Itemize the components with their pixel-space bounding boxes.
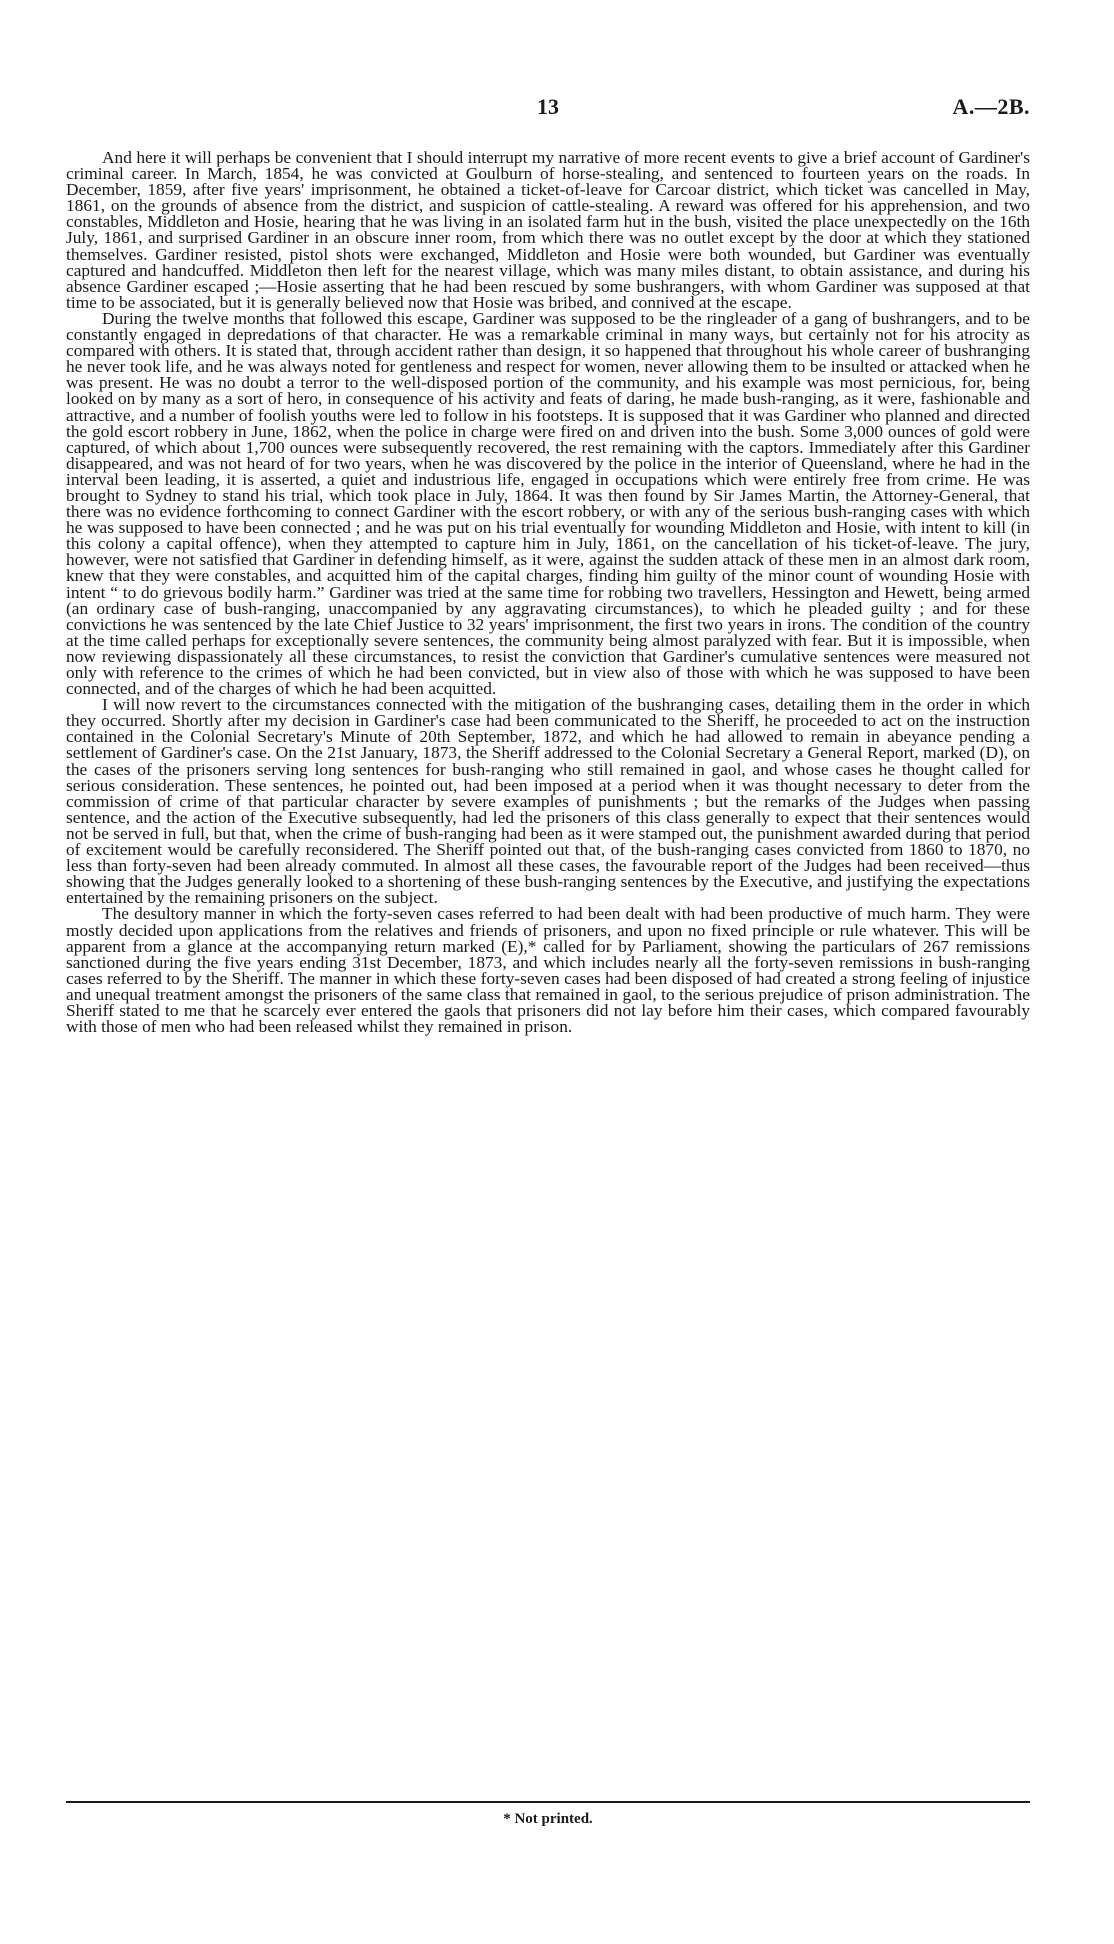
paragraph: I will now revert to the circumstances connected with the mitigation of the bushranging cases, detailing them in the order in which they occurred. Shortly after my decision in Gardiner's case had been communicated to the Sheriff, he proceeded to act on the instruction contained in the Colonial Secretary's Minute of 20th September, 1872, and which he had allowed to remain in abeyance pending a settlement of Gardiner's case. On the 21st January, 1873, the Sheriff addressed to the Colonial Secretary a General Report, marked (D), on the cases of the prisoners serving long sentences for bush-ranging who still remained in gaol, and whose cases he thought called for serious consideration. These sentences, he pointed out, had been imposed at a period when it was thought necessary to deter from the commission of crime of that particular character by severe examples of punishments ; but the remarks of the Judges when passing sentence, and the action of the Executive subsequently, had led the prisoners of this class generally to expect that their sentences would not be served in full, but that, when the crime of bush-ranging had been as it were stamped out, the punishment awarded during that period of excitement would be carefully reconsidered. The Sheriff pointed out that, of the bush-ranging cases convicted from 1860 to 1870, no less than forty-seven had been already commuted. In almost all these cases, the favourable report of the Judges had been received—thus showing that the Judges generally looked to a shortening of these bush-ranging sentences by the Executive, and justifying the expectations entertained by the remaining prisoners on the subject. [66,695,1030,908]
footnote-divider [66,1801,1030,1803]
paragraph: During the twelve months that followed this escape, Gardiner was supposed to be the ringleader of a gang of bushrangers, and to be constantly engaged in depredations of that character. He was a remarkable criminal in many ways, but certainly not for his atrocity as compared with others. It is stated that, through accident rather than design, it so happened that throughout his whole career of bushranging he never took life, and he was always noted for gentleness and respect for women, never allowing them to be insulted or attacked when he was present. He was no doubt a terror to the well-disposed portion of the community, and his example was most pernicious, for, being looked on by many as a sort of hero, in consequence of his activity and feats of daring, he made bush-ranging, as it were, fashionable and attractive, and a number of foolish youths were led to follow in his footsteps. It is supposed that it was Gardiner who planned and directed the gold escort robbery in June, 1862, when the police in charge were fired on and driven into the bush. Some 3,000 ounces of gold were captured, of which about 1,700 ounces were subsequently recovered, the rest remaining with the captors. Immediately after this Gardiner disappeared, and was not heard of for two years, when he was discovered by the police in the interior of Queensland, where he had in the interval been leading, it is asserted, a quiet and industrious life, engaged in occupations which were entirely free from crime. He was brought to Sydney to stand his trial, which took place in July, 1864. It was then found by Sir James Martin, the Attorney-General, that there was no evidence forthcoming to connect Gardiner with the escort robbery, or with any of the serious bush-ranging cases with which he was supposed to have been connected ; and he was put on his trial eventually for wounding Middleton and Hosie, with intent to kill (in this colony a capital offence), when they attempted to capture him in July, 1861, on the cancellation of his ticket-of-leave. The jury, however, were not satisfied that Gardiner in defending himself, as it were, against the sudden attack of these men in an almost dark room, knew that they were constables, and acquitted him of the capital charges, finding him guilty of the minor count of wounding Hosie with intent “ to do grievous bodily harm.” Gardiner was tried at the same time for robbing two travellers, Hessington and Hewett, being armed (an ordinary case of bush-ranging, unaccompanied by any aggravating circumstances), to which he pleaded guilty ; and for these convictions he was sentenced by the late Chief Justice to 32 years' imprisonment, the first two years in irons. The condition of the country at the time called perhaps for exceptionally severe sentences, the community being almost paralyzed with fear. But it is impossible, when now reviewing dispassionately all these circumstances, to resist the conviction that Gardiner's cumulative sentences were measured not only with reference to the crimes of which he had been convicted, but in view also of those with which he was supposed to have been connected, and of the charges of which he had been acquitted. [66,308,1030,699]
page-header [66,94,1030,124]
body-text [66,150,1030,1035]
page-number: 13 [537,94,559,119]
document-reference: A.—2B. [952,94,1030,119]
paragraph: And here it will perhaps be convenient that I should interrupt my narrative of more recent events to give a brief account of Gardiner's criminal career. In March, 1854, he was convicted at Goulburn of horse-stealing, and sentenced to fourteen years on the roads. In December, 1859, after five years' imprisonment, he obtained a ticket-of-leave for Carcoar district, which ticket was cancelled in May, 1861, on the grounds of absence from the district, and suspicion of cattle-stealing. A reward was offered for his apprehension, and two constables, Middleton and Hosie, hearing that he was living in an isolated farm hut in the bush, visited the place unexpectedly on the 16th July, 1861, and surprised Gardiner in an obscure inner room, from which there was no outlet except by the door at which they stationed themselves. Gardiner resisted, pistol shots were exchanged, Middleton and Hosie were both wounded, but Gardiner was eventually captured and handcuffed. Middleton then left for the nearest village, which was many miles distant, to obtain assistance, and during his absence Gardiner escaped ;—Hosie asserting that he had been rescued by some bushrangers, with whom Gardiner was supposed at that time to be associated, but it is generally believed now that Hosie was bribed, and connived at the escape. [66,148,1030,312]
footnote: * Not printed. [503,1811,593,1827]
paragraph: The desultory manner in which the forty-seven cases referred to had been dealt with had been productive of much harm. They were mostly decided upon applications from the relatives and friends of prisoners, and upon no fixed principle or rule whatever. This will be apparent from a glance at the accompanying return marked (E),* called for by Parliament, showing the particulars of 267 remissions sanctioned during the five years ending 31st December, 1873, and which includes nearly all the forty-seven remissions in bush-ranging cases referred to by the Sheriff. The manner in which these forty-seven cases had been disposed of had created a strong feeling of injustice and unequal treatment amongst the prisoners of the same class that remained in gaol, to the serious prejudice of prison administration. The Sheriff stated to me that he scarcely ever entered the gaols that prisoners did not lay before him their cases, which compared favourably with those of men who had been released whilst they remained in prison. [66,904,1030,1037]
